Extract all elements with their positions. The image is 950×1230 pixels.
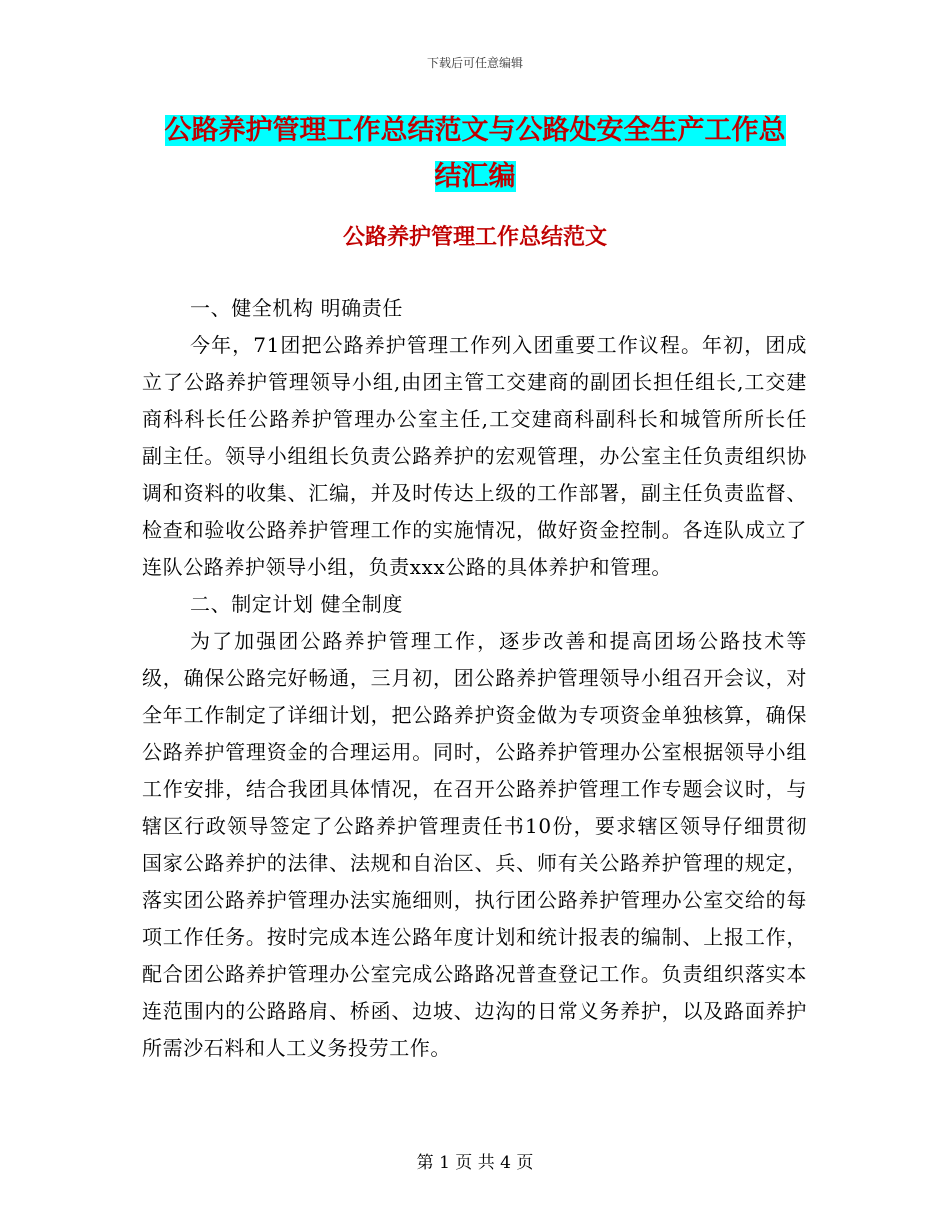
section-title: 公路养护管理工作总结范文 [342, 224, 607, 250]
body-paragraph-2: 为了加强团公路养护管理工作，逐步改善和提高团场公路技术等级，确保公路完好畅通，三月初，团公路养护管理领导小组召开会议，对全年工作制定了详细计划，把公路养护资金做为专项资金单独核算，确保公路养护管理资金的合理运用。同时，公路养护管理办公室根据领导小组工作安排，结合我团具体情况，在召开公路养护管理工作专题会议时，与辖区行政领导签定了公路养护管理责任书10份，要求辖区领导仔细贯彻国家公路养护的法律、法规和自治区、兵、师有关公路养护管理的规定，落实团公路养护管理办法实施细则，执行团公路养护管理办公室交给的每项工作任务。按时完成本连公路年度计划和统计报表的编制、上报工作，配合团公路养护管理办公室完成公路路况普查登记工作。负责组织落实本连范围内的公路路肩、桥函、边坡、边沟的日常义务养护，以及路面养护所需沙石料和人工义务投劳工作。 [142, 629, 807, 1060]
title-line-1-text: 公路养护管理工作总结范文与公路处安全生产工作总 [164, 115, 786, 146]
body-text [142, 290, 807, 1067]
document-title [150, 108, 800, 200]
page-footer: 第 1 页 共 4 页 [416, 1153, 534, 1173]
header-note: 下载后可任意编辑 [426, 56, 523, 70]
heading-paragraph-1: 一、健全机构 明确责任 [190, 296, 403, 320]
body-paragraph-1: 今年，71团把公路养护管理工作列入团重要工作议程。年初，团成立了公路养护管理领导小组,由团主管工交建商的副团长担任组长,工交建商科科长任公路养护管理办公室主任,工交建商科副科长和城管所所长任副主任。领导小组组长负责公路养护的宏观管理，办公室主任负责组织协调和资料的收集、汇编，并及时传达上级的工作部署，副主任负责监督、检查和验收公路养护管理工作的实施情况，做好资金控制。各连队成立了连队公路养护领导小组，负责xxx公路的具体养护和管理。 [142, 333, 807, 579]
heading-paragraph-2: 二、制定计划 健全制度 [190, 592, 403, 616]
title-line-2-text: 结汇编 [434, 161, 516, 192]
title-line-2 [429, 154, 522, 200]
title-line-1 [159, 108, 792, 154]
